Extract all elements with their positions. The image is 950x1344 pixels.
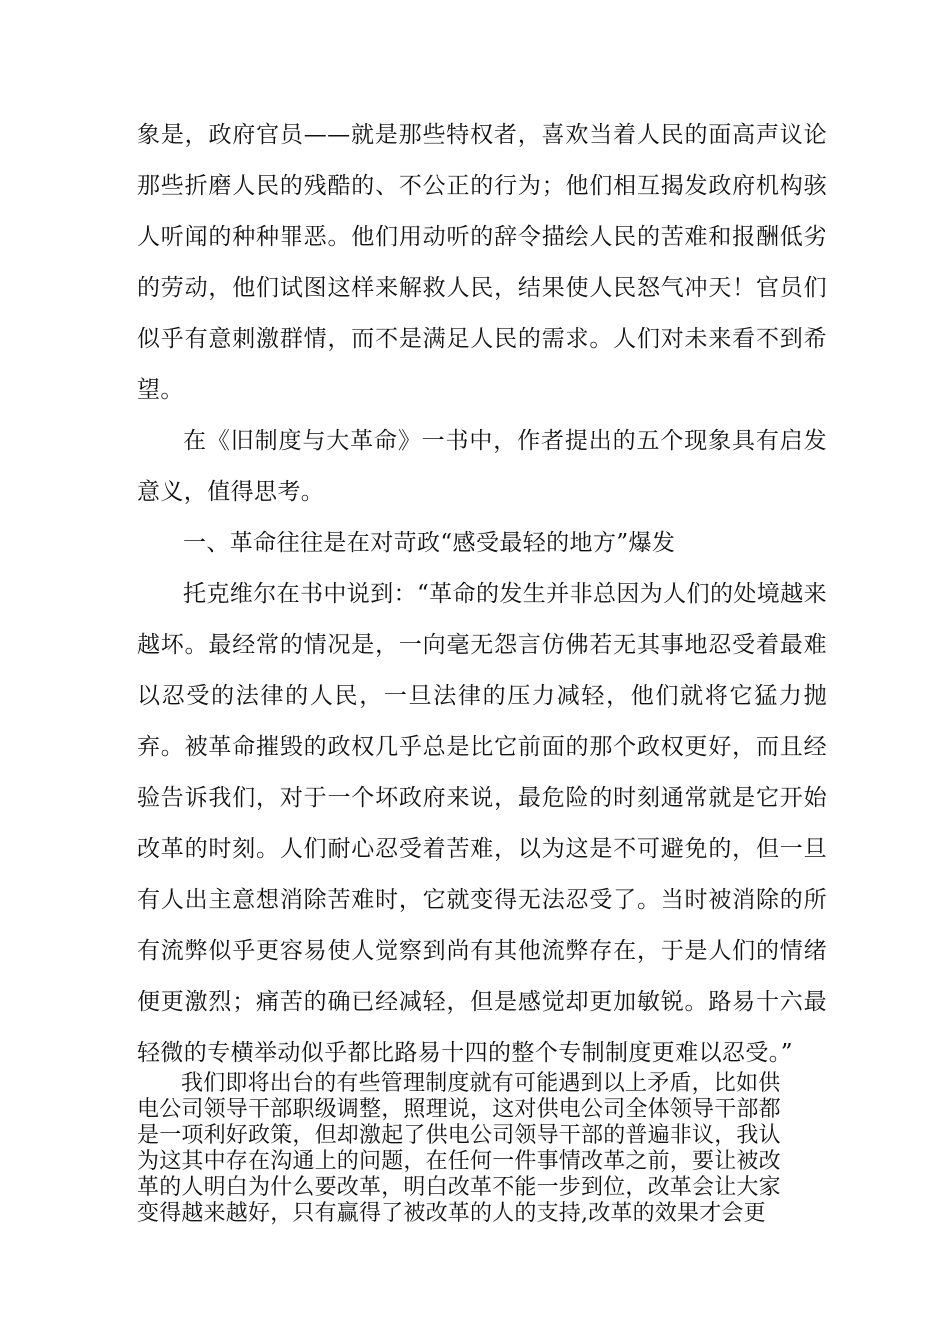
- final-paragraph-line: 是一项利好政策，但却激起了供电公司领导干部的普遍非议，我认: [137, 1123, 781, 1148]
- paragraph-quote: 托克维尔在书中说到：“革命的发生并非总因为人们的处境越来越坏。最经常的情况是，一向毫无怨言仿佛若无其事地忍受着最难以忍受的法律的人民，一旦法律的压力减轻，他们就将它猛力抛弃。被革命摧毁的政权几乎总是比它前面的那个政权更好，而且经验告诉我们，对于一个坏政府来说，最危险的时刻通常就是它开始改革的时刻。人们耐心忍受着苦难，以为这是不可避免的，但一旦有人出主意想消除苦难时，它就变得无法忍受了。当时被消除的所有流弊似乎更容易使人觉察到尚有其他流弊存在，于是人们的情绪便更激烈；痛苦的确已经减轻，但是感觉却更加敏锐。路易十六最轻微的专横举动似乎都比路易十四的整个专制制度更难以忍受。”: [137, 581, 827, 1066]
- paragraph-continuation: 象是，政府官员——就是那些特权者，喜欢当着人民的面高声议论那些折磨人民的残酷的、不公正的行为；他们相互揭发政府机构骇人听闻的种种罪恶。他们用动听的辞令描绘人民的苦难和报酬低劣的劳动，他们试图这样来解救人民，结果使人民怒气冲天！官员们似乎有意刺激群情，而不是满足人民的需求。人们对未来看不到希望。: [137, 122, 827, 403]
- final-paragraph: [137, 1071, 827, 1227]
- final-paragraph-line: 变得越来越好，只有赢得了被改革的人的支持,改革的效果才会更: [137, 1201, 766, 1226]
- paragraph-book-intro: 在《旧制度与大革命》一书中，作者提出的五个现象具有启发意义，值得思考。: [137, 428, 827, 505]
- final-paragraph-line: 电公司领导干部职级调整，照理说，这对供电公司全体领导干部都: [137, 1097, 781, 1122]
- body-text: [137, 110, 827, 1079]
- section-heading: 一、革命往往是在对苛政“感受最轻的地方”爆发: [183, 530, 676, 556]
- final-paragraph-line: 革的人明白为什么要改革，明白改革不能一步到位，改革会让大家: [137, 1175, 781, 1200]
- final-paragraph-line: 为这其中存在沟通上的问题，在任何一件事情改革之前，要让被改: [137, 1149, 781, 1174]
- final-paragraph-line: 我们即将出台的有些管理制度就有可能遇到以上矛盾，比如供: [181, 1071, 781, 1096]
